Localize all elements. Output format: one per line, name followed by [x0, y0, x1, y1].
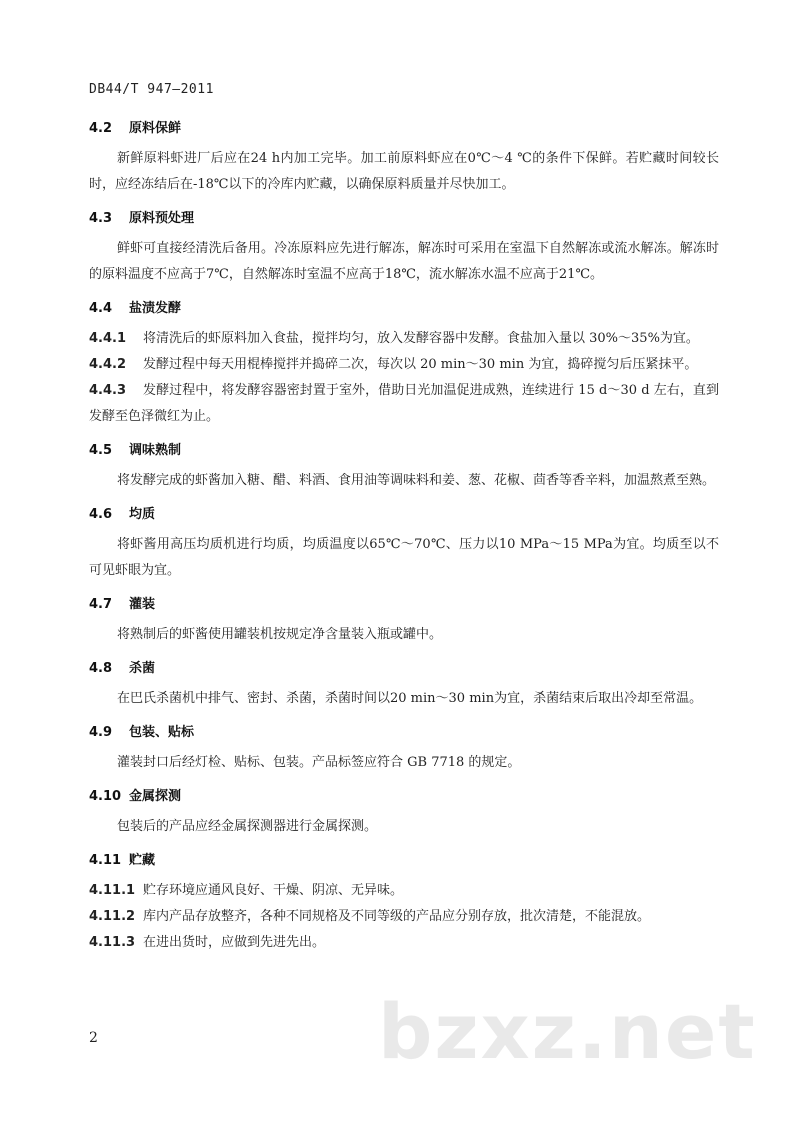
standard-code-header: DB44/T 947—2011	[89, 82, 214, 97]
section-number: 4.2	[89, 121, 113, 136]
paragraph: 新鲜原料虾进厂后应在24 h内加工完毕。加工前原料虾应在0℃～4 ℃的条件下保鲜。若贮藏时间较长时，应经冻结后在-18℃以下的冷库内贮藏，以确保原料质量并尽快加工。	[89, 151, 719, 192]
clause-text: 库内产品存放整齐，各种不同规格及不同等级的产品应分别存放，批次清楚，不能混放。	[143, 909, 651, 924]
clause-text: 发酵过程中每天用棍棒搅拌并捣碎二次，每次以 20 min～30 min 为宜，捣碎搅匀后压紧抹平。	[143, 357, 698, 372]
section-number: 4.11	[89, 853, 122, 868]
section-4-6	[89, 504, 719, 584]
section-title: 金属探测	[129, 789, 182, 804]
clause-item	[89, 378, 719, 430]
section-number: 4.6	[89, 507, 113, 522]
clause-number: 4.4.1	[89, 331, 127, 346]
page-number: 2	[89, 1030, 98, 1046]
section-4-8	[89, 658, 719, 712]
paragraph: 灌装封口后经灯检、贴标、包装。产品标签应符合 GB 7718 的规定。	[117, 755, 521, 770]
paragraph: 包装后的产品应经金属探测器进行金属探测。	[117, 819, 378, 834]
section-number: 4.5	[89, 443, 113, 458]
clause-number: 4.11.3	[89, 935, 136, 950]
site-watermark: bzxz.net	[378, 987, 757, 1076]
clause-list	[89, 878, 719, 956]
clause-list	[89, 326, 719, 430]
section-heading	[89, 594, 719, 616]
section-title: 盐渍发酵	[129, 301, 182, 316]
document-body	[89, 118, 719, 966]
section-4-2	[89, 118, 719, 198]
clause-number: 4.4.2	[89, 357, 127, 372]
clause-text: 将清洗后的虾原料加入食盐，搅拌均匀，放入发酵容器中发酵。食盐加入量以 30%～35%为宜。	[143, 331, 699, 346]
paragraph: 鲜虾可直接经清洗后备用。冷冻原料应先进行解冻，解冻时可采用在室温下自然解冻或流水解冻。解冻时的原料温度不应高于7℃，自然解冻时室温不应高于18℃，流水解冻水温不应高于21℃。	[89, 241, 719, 282]
section-heading	[89, 118, 719, 140]
section-4-11	[89, 850, 719, 956]
section-title: 调味熟制	[129, 443, 182, 458]
section-4-3	[89, 208, 719, 288]
section-4-10	[89, 786, 719, 840]
section-title: 杀菌	[129, 661, 156, 676]
section-number: 4.8	[89, 661, 113, 676]
section-number: 4.9	[89, 725, 113, 740]
clause-text: 在进出货时，应做到先进先出。	[143, 935, 326, 950]
section-4-9	[89, 722, 719, 776]
clause-item	[89, 904, 719, 930]
clause-item	[89, 878, 719, 904]
section-heading	[89, 504, 719, 526]
section-number: 4.4	[89, 301, 113, 316]
paragraph: 将熟制后的虾酱使用罐装机按规定净含量装入瓶或罐中。	[117, 627, 443, 642]
clause-item	[89, 326, 719, 352]
section-title: 均质	[129, 507, 156, 522]
clause-item	[89, 352, 719, 378]
paragraph: 将发酵完成的虾酱加入糖、醋、料酒、食用油等调味料和姜、葱、花椒、茴香等香辛料，加温熬煮至熟。	[117, 473, 716, 488]
section-number: 4.7	[89, 597, 113, 612]
section-4-4	[89, 298, 719, 430]
section-heading	[89, 786, 719, 808]
section-title: 灌装	[129, 597, 156, 612]
section-heading	[89, 298, 719, 320]
section-number: 4.3	[89, 211, 113, 226]
section-title: 贮藏	[129, 853, 156, 868]
clause-item	[89, 930, 719, 956]
section-heading	[89, 722, 719, 744]
clause-text: 发酵过程中，将发酵容器密封置于室外，借助日光加温促进成熟，连续进行 15 d～30 d 左右，直到发酵至色泽微红为止。	[89, 383, 719, 424]
section-title: 原料预处理	[129, 211, 195, 226]
clause-number: 4.4.3	[89, 383, 127, 398]
paragraph: 将虾酱用高压均质机进行均质，均质温度以65℃～70℃、压力以10 MPa～15 MPa为宜。均质至以不可见虾眼为宜。	[89, 537, 719, 578]
section-heading	[89, 658, 719, 680]
paragraph: 在巴氏杀菌机中排气、密封、杀菌，杀菌时间以20 min～30 min为宜，杀菌结束后取出冷却至常温。	[117, 691, 703, 706]
section-4-7	[89, 594, 719, 648]
section-title: 包装、贴标	[129, 725, 195, 740]
section-title: 原料保鲜	[129, 121, 182, 136]
section-heading	[89, 850, 719, 872]
clause-number: 4.11.1	[89, 883, 136, 898]
clause-text: 贮存环境应通风良好、干燥、阴凉、无异味。	[143, 883, 404, 898]
section-4-5	[89, 440, 719, 494]
section-number: 4.10	[89, 789, 122, 804]
section-heading	[89, 208, 719, 230]
clause-number: 4.11.2	[89, 909, 136, 924]
section-heading	[89, 440, 719, 462]
